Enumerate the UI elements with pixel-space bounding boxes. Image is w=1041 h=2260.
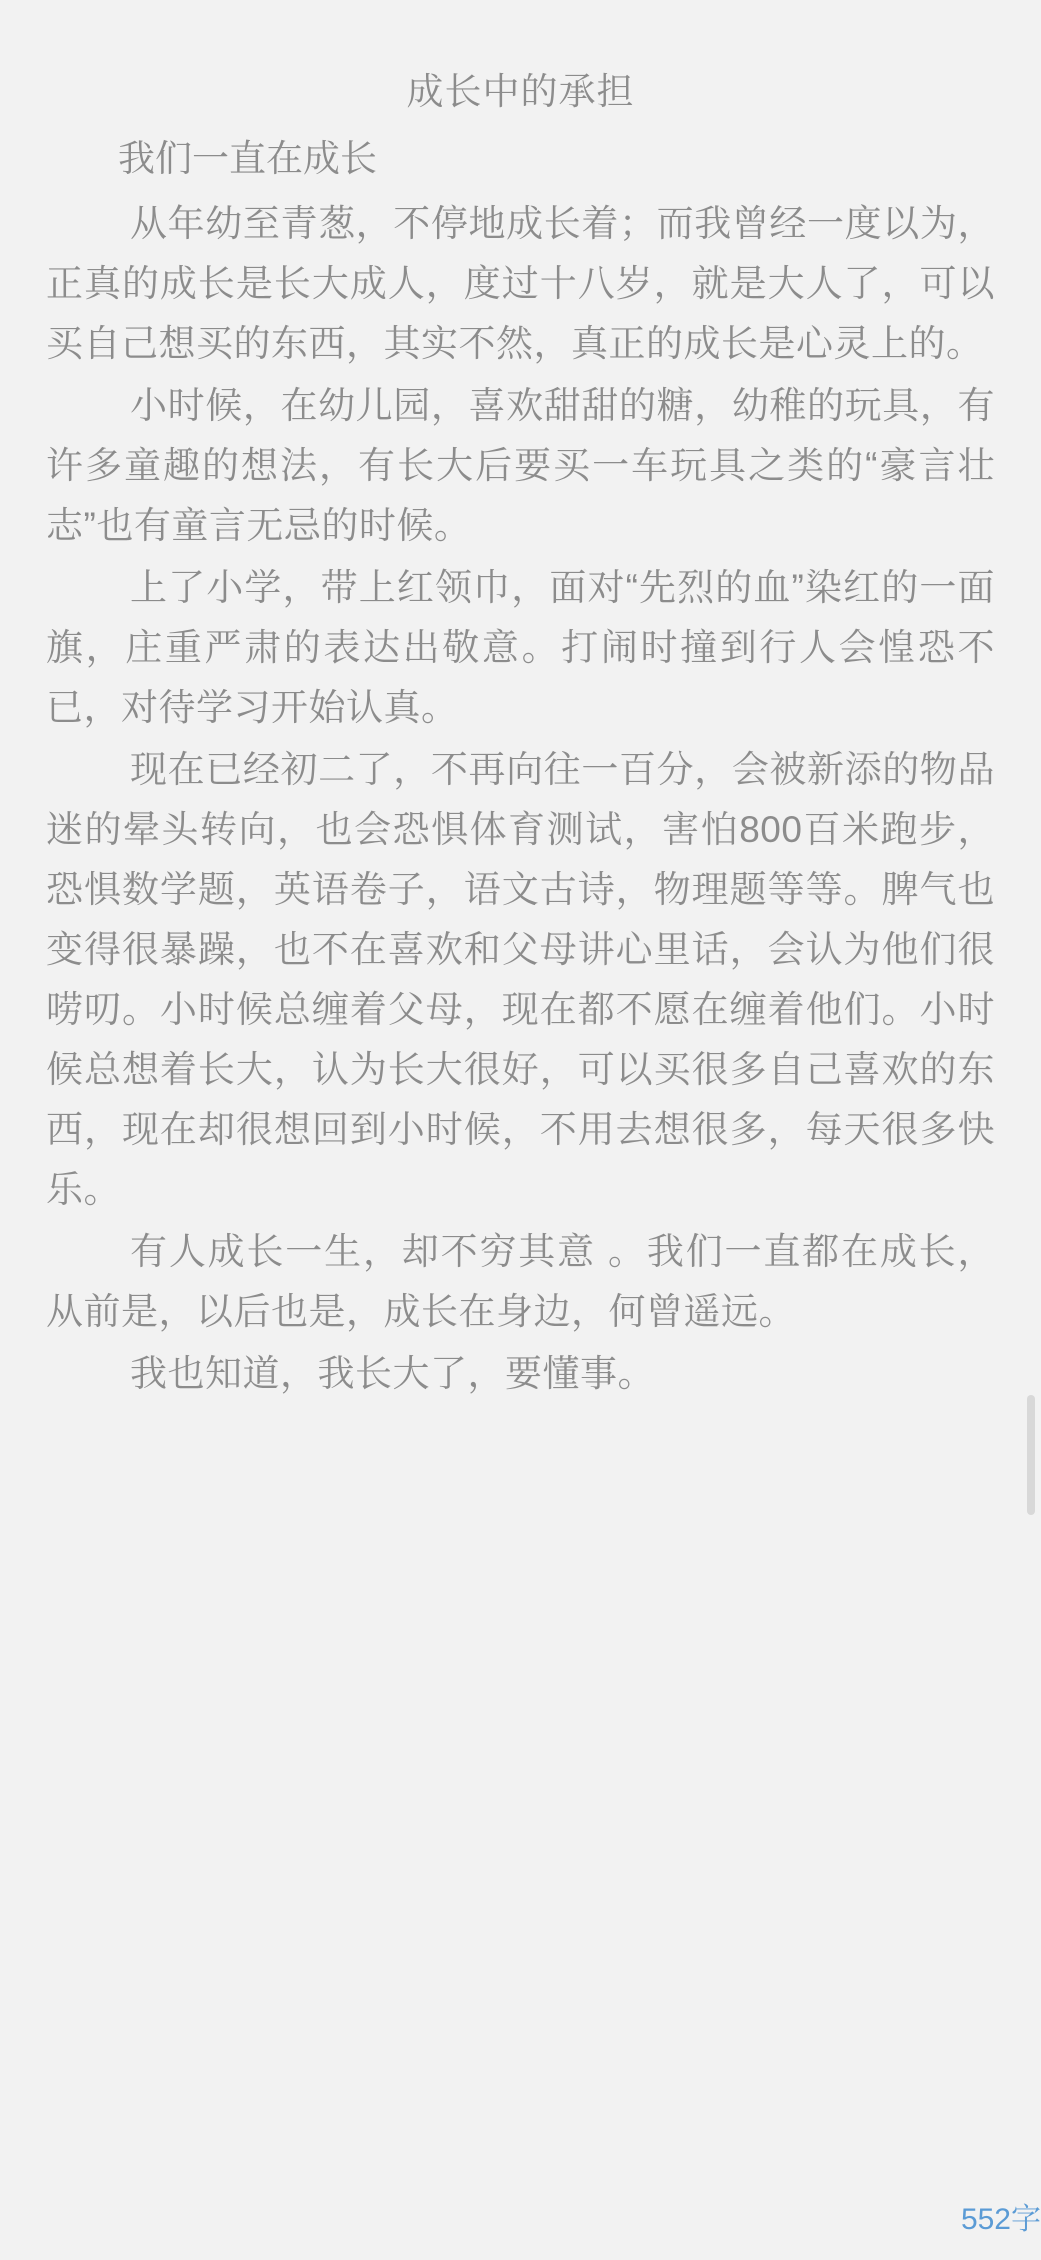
- document-subtitle: 我们一直在成长: [118, 138, 377, 179]
- paragraph-6: 我也知道，我长大了，要懂事。: [130, 1353, 655, 1394]
- scrollbar-thumb[interactable]: [1027, 1395, 1035, 1515]
- paragraph-3: 上了小学，带上红领巾，面对“先烈的血”染红的一面旗，庄重严肃的表达出敬意。打闹时撞到行人会惶恐不已，对待学习开始认真。: [46, 567, 995, 728]
- paragraph-5: 有人成长一生，却不穷其意 。我们一直都在成长，从前是，以后也是，成长在身边，何曾遥远。: [46, 1231, 995, 1332]
- paragraph-2: 小时候，在幼儿园，喜欢甜甜的糖，幼稚的玩具，有许多童趣的想法，有长大后要买一车玩具之类的“豪言壮志”也有童言无忌的时候。: [46, 385, 995, 546]
- page-title: 成长中的承担: [406, 71, 635, 112]
- word-count-label: 552字: [960, 2203, 1041, 2236]
- paragraph-4: 现在已经初二了，不再向往一百分，会被新添的物品迷的晕头转向，也会恐惧体育测试，害怕800百米跑步，恐惧数学题，英语卷子，语文古诗，物理题等等。脾气也变得很暴躁，也不在喜欢和父母讲心里话，会认为他们很唠叨。小时候总缠着父母，现在都不愿在缠着他们。小时候总想着长大，认为长大很好，可以买很多自己喜欢的东西，现在却很想回到小时候，不用去想很多，每天很多快乐。: [46, 749, 995, 1210]
- paragraph-1: 从年幼至青葱，不停地成长着；而我曾经一度以为，正真的成长是长大成人，度过十八岁，就是大人了，可以买自己想买的东西，其实不然，真正的成长是心灵上的。: [46, 203, 995, 364]
